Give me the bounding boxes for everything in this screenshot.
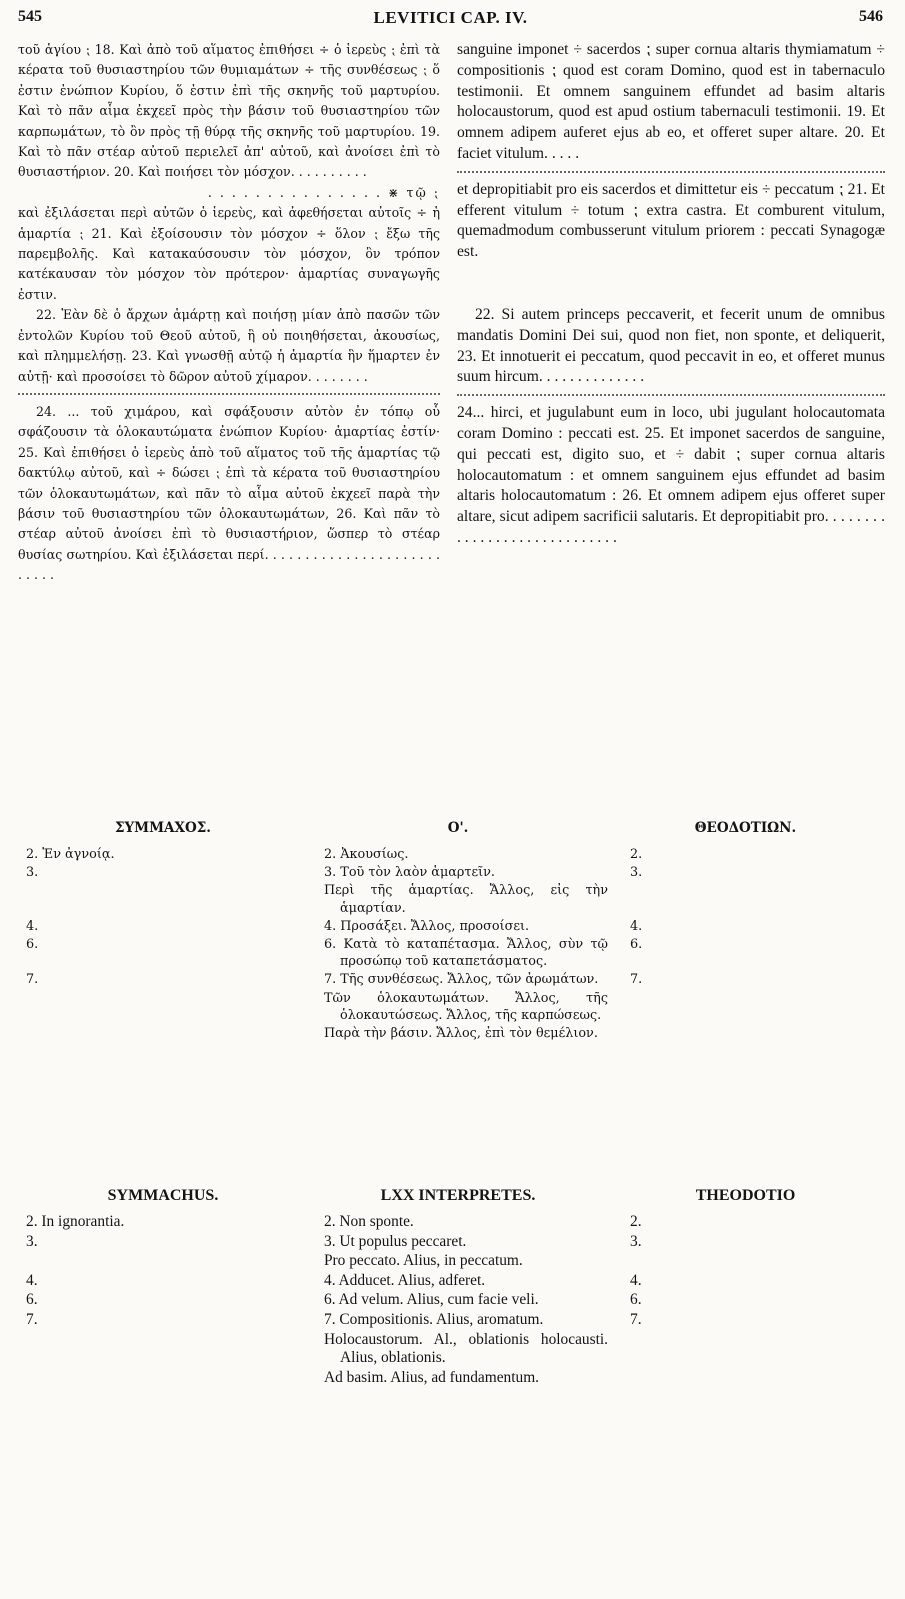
latin-paragraph-2: et depropitiabit pro eis sacerdos et dimittetur eis ÷ peccatum ⁏ 21. Et efferent vitulum ÷ totum ⁏ extra castra. Et comburent vitulum, quemadmodum combusserunt vitulum priorem : peccati Synagogæ est. bbox=[457, 180, 885, 261]
symmachus-cell: 6. bbox=[26, 937, 39, 953]
lxx-cell: 2. Non sponte. bbox=[324, 1213, 414, 1230]
running-header bbox=[18, 8, 883, 34]
theodotion-heading-greek: ΘΕΟΔΟΤΙΩΝ. bbox=[694, 820, 797, 836]
lxx-cell: Τῶν ὁλοκαυτωμάτων. Ἄλλος, τῆς ὁλοκαυτώσεως. Ἄλλος, τῆς καρπώσεως. bbox=[324, 990, 608, 1023]
theodotion-cell: 3. bbox=[630, 865, 643, 881]
greek-paragraph-1: τοῦ ἁγίου ⁏ 18. Καὶ ἀπὸ τοῦ αἵματος ἐπιθήσει ÷ ὁ ἱερεὺς ⁏ ἐπὶ τὰ κέρατα τοῦ θυσιαστηρίου τῶν θυμιαμάτων ÷ τῆς συνθέσεως ⁏ ὅ ἐστιν ἐνώπιον Κυρίου, ὅ ἐστιν ἐπὶ τῆς σκηνῆς τοῦ μαρτυρίου. Καὶ τὸ πᾶν αἷμα ἐκχεεῖ πρὸς τὴν βάσιν τοῦ θυσιαστηρίου τῶν καρπωμάτων, τὸ ὂν πρὸς τῇ θύρᾳ τῆς σκηνῆς τοῦ μαρτυρίου. 19. Καὶ τὸ πᾶν στέαρ αὐτοῦ περιελεῖ ἀπ' αὐτοῦ, καὶ ἀνοίσει ἐπὶ τὸ θυσιαστήριον. 20. Καὶ ποιήσει τὸν μόσχον. . . . . . . . . . bbox=[18, 42, 440, 180]
theodotion-cell: 6. bbox=[630, 937, 643, 953]
table-row bbox=[18, 918, 883, 935]
symmachus-cell bbox=[18, 1369, 308, 1388]
lxx-cell: 7. Compositionis. Alius, aromatum. bbox=[324, 1310, 544, 1328]
greek-dotted-divider bbox=[18, 393, 440, 395]
table-row bbox=[18, 864, 883, 881]
theodotion-cell: 7. bbox=[630, 1310, 642, 1328]
table-row bbox=[18, 1369, 883, 1388]
theodotion-cell: 4. bbox=[630, 1271, 642, 1289]
symmachus-cell: 3. bbox=[26, 865, 39, 881]
table-row bbox=[18, 1252, 883, 1271]
theodotion-cell bbox=[608, 882, 883, 916]
running-title: LEVITICI CAP. IV. bbox=[373, 8, 528, 27]
theodotion-cell: 6. bbox=[630, 1291, 642, 1309]
table-row bbox=[18, 1291, 883, 1310]
theodotion-cell: 2. bbox=[630, 1213, 642, 1230]
symmachus-cell: 4. bbox=[26, 918, 39, 934]
latin-hexapla-table bbox=[18, 1187, 883, 1388]
symmachus-cell: 7. bbox=[26, 1310, 38, 1328]
latin-paragraph-4: 24... hirci, et jugulabunt eum in loco, ubi jugulant holocautomata coram Domino : peccati est. 25. Et imponet sacerdos de sanguine, qui peccati est, digito suo, et ÷ dabit ⁏ super cornua altaris holocautomatum : et omnem sanguinem ejus effundet ad basim altaris holocautomatum : 26. Et omnem adipem ejus offeret super altare, sicut adipem sacrificii salutaris. Et depropitiabit pro. . . . . . . . . . . . . . . . . . . . . . . . . . . . . bbox=[457, 404, 885, 546]
lxx-cell: Holocaustorum. Al., oblationis holocausti. Alius, oblationis. bbox=[324, 1330, 608, 1367]
symmachus-cell: 2. Ἐν ἀγνοίᾳ. bbox=[26, 847, 115, 862]
latin-dotted-divider-1 bbox=[457, 171, 885, 173]
page-number-right: 546 bbox=[859, 8, 883, 25]
lxx-cell: 6. Κατὰ τὸ καταπέτασμα. Ἄλλος, σὺν τῷ προσώπῳ τοῦ καταπετάσματος. bbox=[324, 937, 608, 970]
theodotion-cell bbox=[608, 1369, 883, 1388]
symmachus-heading-greek: ΣΥΜΜΑΧΟΣ. bbox=[114, 820, 212, 836]
latin-text-column bbox=[457, 40, 885, 549]
symmachus-cell: 6. bbox=[26, 1291, 38, 1309]
greek-paragraph-2: καὶ ἐξιλάσεται περὶ αὐτῶν ὁ ἱερεὺς, καὶ ἀφεθήσεται αὐτοῖς ÷ ἡ ἁμαρτία ⁏ 21. Καὶ ἐξοίσουσιν τὸν μόσχον ÷ ὅλον ⁏ ἔξω τῆς παρεμβολῆς. Καὶ κατακαύσουσιν τὸν μόσχον, ὃν τρόπον κατέκαυσαν τὸν μόσχον τὸν πρότερον· ἁμαρτίας συναγωγῆς ἐστιν. bbox=[18, 205, 440, 302]
theodotion-cell bbox=[608, 1252, 883, 1271]
symmachus-cell bbox=[18, 1025, 308, 1042]
lxx-cell: 4. Προσάξει. Ἄλλος, προσοίσει. bbox=[324, 918, 530, 934]
lxx-cell: Παρὰ τὴν βάσιν. Ἄλλος, ἐπὶ τὸν θεμέλιον. bbox=[324, 1026, 598, 1042]
theodotion-cell bbox=[608, 1331, 883, 1368]
lxx-cell: 6. Ad velum. Alius, cum facie veli. bbox=[324, 1291, 539, 1309]
table-row bbox=[18, 971, 883, 988]
lxx-cell: Ad basim. Alius, ad fundamentum. bbox=[324, 1368, 540, 1386]
greek-paragraph-3: 22. Ἐὰν δὲ ὁ ἄρχων ἁμάρτῃ καὶ ποιήσῃ μίαν ἀπὸ πασῶν τῶν ἐντολῶν Κυρίου τοῦ Θεοῦ αὐτοῦ, ἣ οὐ ποιηθήσεται, ἀκουσίως, καὶ πλημμελήσῃ. 23. Καὶ γνωσθῇ αὐτῷ ἡ ἁμαρτία ἣν ἥμαρτεν ἐν αὐτῇ· καὶ προσοίσει τὸ δῶρον αὐτοῦ χίμαρον. . . . . . . . bbox=[18, 307, 440, 384]
theodotion-cell: 3. bbox=[630, 1232, 642, 1250]
table-row bbox=[18, 1233, 883, 1252]
lxx-cell: 4. Adducet. Alius, adferet. bbox=[324, 1271, 486, 1289]
table-row bbox=[18, 882, 883, 916]
theodotion-heading-latin: THEODOTIO bbox=[695, 1187, 796, 1204]
lxx-cell: Περὶ τῆς ἁμαρτίας. Ἄλλος, εἰς τὴν ἁμαρτίαν. bbox=[324, 883, 608, 916]
lxx-heading-greek: Ο'. bbox=[447, 820, 469, 836]
symmachus-cell bbox=[18, 882, 308, 916]
table-row bbox=[18, 936, 883, 970]
lxx-heading-latin: LXX INTERPRETES. bbox=[380, 1187, 536, 1204]
symmachus-cell: 7. bbox=[26, 972, 39, 988]
lxx-cell: 7. Τῆς συνθέσεως. Ἄλλος, τῶν ἀρωμάτων. bbox=[324, 972, 599, 988]
table-row bbox=[18, 846, 883, 863]
lxx-cell: 2. Ἀκουσίως. bbox=[324, 847, 409, 862]
symmachus-cell bbox=[18, 1252, 308, 1271]
symmachus-heading-latin: SYMMACHUS. bbox=[107, 1187, 219, 1204]
lxx-cell: 3. Τοῦ τὸν λαὸν ἁμαρτεῖν. bbox=[324, 865, 495, 881]
symmachus-cell: 3. bbox=[26, 1232, 38, 1250]
latin-dotted-divider-2 bbox=[457, 394, 885, 396]
symmachus-cell: 4. bbox=[26, 1271, 38, 1289]
theodotion-cell: 7. bbox=[630, 972, 643, 988]
table-row bbox=[18, 1025, 883, 1042]
theodotion-cell bbox=[608, 1025, 883, 1042]
page-number-left: 545 bbox=[18, 8, 42, 25]
lxx-cell: Pro peccato. Alius, in peccatum. bbox=[324, 1252, 523, 1270]
theodotion-cell: 2. bbox=[630, 847, 643, 862]
greek-paragraph-4: 24. ... τοῦ χιμάρου, καὶ σφάξουσιν αὐτὸν ἐν τόπῳ οὗ σφάζουσιν τὰ ὁλοκαυτώματα ἐνώπιον Κυρίου· ἁμαρτίας ἐστίν· 25. Καὶ ἐπιθήσει ὁ ἱερεὺς ἀπὸ τοῦ αἵματος τοῦ τῆς ἁμαρτίας τῷ δακτύλῳ αὐτοῦ, καὶ ÷ δώσει ⁏ ἐπὶ τὰ κέρατα τοῦ θυσιαστηρίου τῶν ὁλοκαυτωμάτων, καὶ πᾶν τὸ αἷμα αὐτοῦ ἐκχεεῖ παρὰ τὴν βάσιν τοῦ θυσιαστηρίου τῶν ὁλοκαυτωμάτων, 26. Καὶ πᾶν τὸ στέαρ αὐτοῦ ἀνοίσει ἐπὶ τὸ θυσιαστήριον, ὥσπερ τὸ στέαρ θυσίας σωτηρίου. Καὶ ἐξιλάσεται περί. . . . . . . . . . . . . . . . . . . . . . . . . . . bbox=[18, 403, 440, 583]
table-row bbox=[18, 1331, 883, 1368]
table-row bbox=[18, 1213, 883, 1232]
greek-text-column bbox=[18, 40, 440, 586]
symmachus-cell bbox=[18, 990, 308, 1024]
symmachus-cell: 2. In ignorantia. bbox=[26, 1213, 125, 1230]
table-row bbox=[18, 1272, 883, 1291]
latin-paragraph-1: sanguine imponet ÷ sacerdos ⁏ super cornua altaris thymiamatum ÷ compositionis ⁏ quod est coram Domino, quod est in tabernaculo testimonii. Et omnem sanguinem effundet ad basim altaris holocaustorum, quod est apud ostium tabernaculi testimonii. 19. Et omnem adipem auferet ejus ab eo, et offeret super altare. 20. Et faciet vitulum. . . . . bbox=[457, 41, 885, 162]
latin-paragraph-3: 22. Si autem princeps peccaverit, et fecerit unum de omnibus mandatis Domini Dei sui, quod non fiet, non sponte, et deliquerit, 23. Et innotuerit ei peccatum, quod peccavit in eo, et offeret munus suum hircum. . . . . . . . . . . . . . bbox=[457, 305, 885, 386]
theodotion-cell: 4. bbox=[630, 918, 643, 934]
symmachus-cell bbox=[18, 1331, 308, 1368]
table-row bbox=[18, 1311, 883, 1330]
greek-lacuna-line: . . . . . . . . . . . . . . . ⋇ τῷ ⁏ bbox=[207, 184, 440, 200]
lxx-cell: 3. Ut populus peccaret. bbox=[324, 1232, 467, 1250]
table-row bbox=[18, 990, 883, 1024]
theodotion-cell bbox=[608, 990, 883, 1024]
greek-hexapla-table bbox=[18, 820, 883, 1043]
